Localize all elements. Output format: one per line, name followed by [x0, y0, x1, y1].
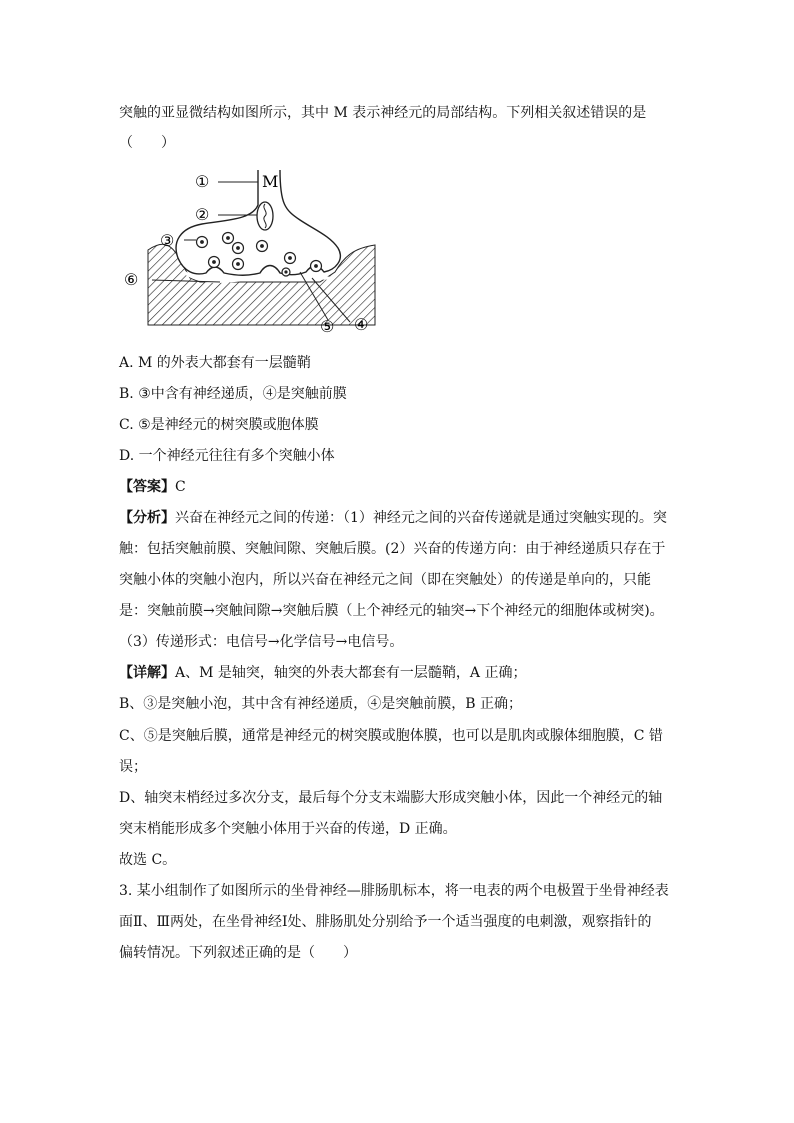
label-4: ④	[354, 315, 369, 334]
next-question-line3: 偏转情况。下列叙述正确的是（ ）	[119, 945, 357, 961]
analysis-line5: （3）传递形式：电信号→化学信号→电信号。	[119, 634, 404, 650]
label-m: M	[262, 172, 279, 191]
next-question-line1: 3. 某小组制作了如图所示的坐骨神经—腓肠肌标本，将一电表的两个电极置于坐骨神经表	[119, 883, 669, 899]
option-c: C. ⑤是神经元的树突膜或胞体膜	[119, 417, 319, 433]
question-stem-line2: （ ）	[119, 135, 175, 151]
answer-value: C	[175, 479, 186, 495]
answer-row	[119, 477, 186, 497]
analysis-line4: 是：突触前膜→突触间隙→突触后膜（上个神经元的轴突→下个神经元的细胞体或树突)。	[119, 603, 664, 619]
question-stem-line1: 突触的亚显微结构如图所示，其中 M 表示神经元的局部结构。下列相关叙述错误的是	[119, 105, 647, 121]
detail-line1: 【详解】A、M 是轴突，轴突的外表大都套有一层髓鞘，A 正确；	[119, 665, 527, 681]
label-5: ⑤	[320, 317, 335, 336]
option-a: A. M 的外表大都套有一层髓鞘	[119, 355, 311, 371]
answer-tag: 【答案】	[119, 479, 175, 495]
analysis-line3: 突触小体的突触小泡内，所以兴奋在神经元之间（即在突触处）的传递是单向的，只能	[119, 572, 651, 588]
label-2: ②	[195, 205, 210, 224]
label-3: ③	[160, 231, 175, 250]
detail-line5: D、轴突末梢经过多次分支，最后每个分支末端膨大形成突触小体，因此一个神经元的轴	[119, 790, 663, 806]
synapse-diagram	[124, 160, 390, 350]
label-1: ①	[195, 172, 210, 191]
detail-tag: 【详解】	[119, 665, 175, 681]
detail-line4: 误；	[119, 759, 147, 775]
detail-line6: 突末梢能形成多个突触小体用于兴奋的传递，D 正确。	[119, 821, 457, 837]
label-6: ⑥	[124, 270, 139, 289]
option-d: D. 一个神经元往往有多个突触小体	[119, 448, 335, 464]
analysis-line2: 触：包括突触前膜、突触间隙、突触后膜。(2）兴奋的传递方向：由于神经递质只存在于	[119, 541, 666, 557]
next-question-line2: 面Ⅱ、Ⅲ两处，在坐骨神经Ⅰ处、腓肠肌处分别给予一个适当强度的电刺激，观察指针的	[119, 914, 652, 930]
option-b: B. ③中含有神经递质，④是突触前膜	[119, 386, 347, 402]
analysis-line1: 【分析】兴奋在神经元之间的传递：（1）神经元之间的兴奋传递就是通过突触实现的。突	[119, 510, 667, 526]
detail-line7: 故选 C。	[119, 852, 177, 868]
analysis-tag: 【分析】	[119, 510, 175, 526]
detail-line3: C、⑤是突触后膜，通常是神经元的树突膜或胞体膜，也可以是肌肉或腺体细胞膜，C 错	[119, 728, 663, 744]
detail-line2: B、③是突触小泡，其中含有神经递质，④是突触前膜，B 正确；	[119, 696, 523, 712]
